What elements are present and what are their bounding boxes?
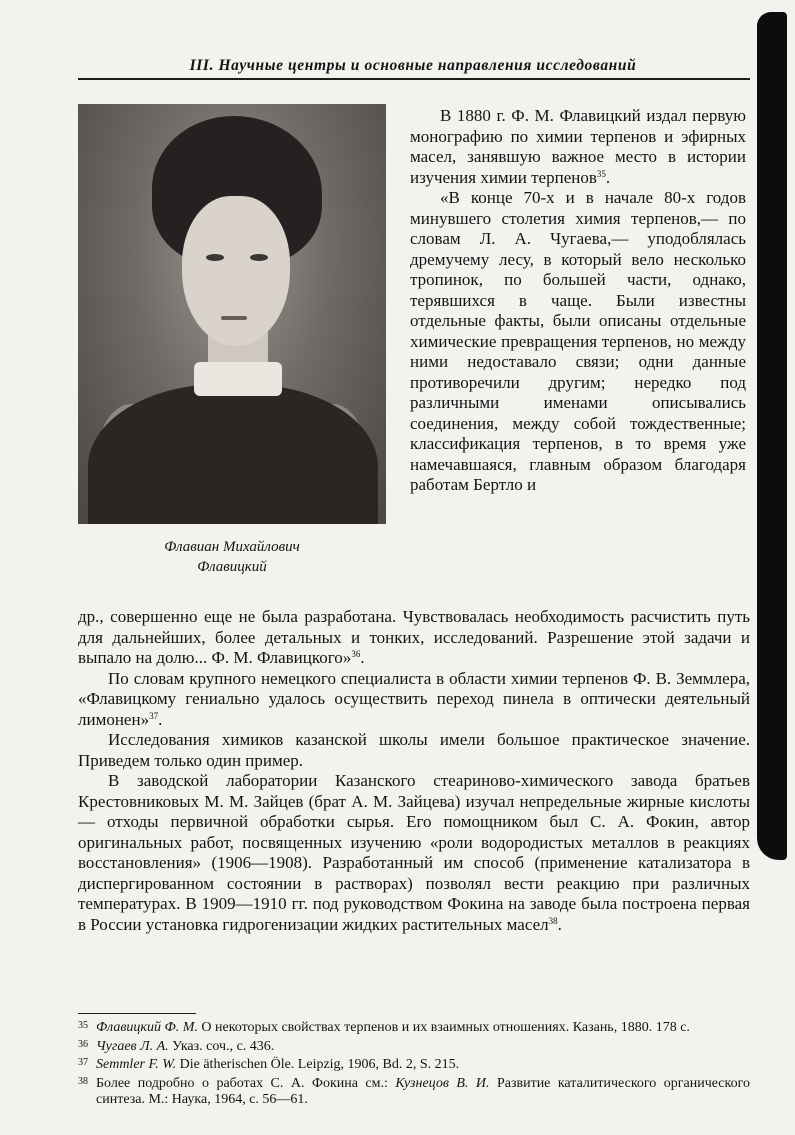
footnote-rule bbox=[78, 1013, 196, 1014]
paragraph-4: Исследования химиков казанской школы имели большое практическое значение. Приведем только один пример. bbox=[78, 730, 750, 770]
footnote-ref-38[interactable]: 38 bbox=[548, 915, 558, 926]
portrait-photo bbox=[78, 104, 386, 524]
right-column-text bbox=[410, 106, 746, 496]
header-rule bbox=[78, 78, 750, 80]
full-width-text bbox=[78, 607, 750, 935]
portrait-eye-right bbox=[250, 254, 268, 261]
paragraph-2: «В конце 70-х и в начале 80-х годов минувшего столетия химия терпенов,— по словам Л. А. Чугаева,— уподоблялась дремучему лесу, в который вело несколько тропинок, по большей части, однако, терявшихся в чаще. Были известны отдельные факты, были описаны отдельные химические превращения терпенов, но между ними недоставало связи; одни данные противоречили другим; нередко под различными именами описывались соединения, между собой тождественные; классификация терпенов, в то время уже намечавшаяся, главным образом благодаря работам Бертло и bbox=[410, 188, 746, 494]
paragraph-2-continued: др., совершенно еще не была разработана. Чувствовалась необходимость расчистить путь для дальнейших, более детальных и тонких, исследований. Разрешение этой задачи и выпало на долю... Ф. М. Флавицкого»$^{36}$. bbox=[78, 607, 750, 667]
running-head: III. Научные центры и основные направления исследований bbox=[189, 57, 637, 74]
caption-surname: Флавицкий bbox=[197, 559, 267, 575]
paragraph-5: В заводской лаборатории Казанского стеариново-химического завода братьев Крестовниковых М. М. Зайцев (брат А. М. Зайцева) изучал непредельные жирные кислоты — отходы первичной обработки сырья. Его помощником был С. А. Фокин, автор оригинальных работ, посвященных изучению «роли водородистых металлов в реакциях восстановления» (1906—1908). Разработанный им способ (применение катализатора в диспергированном состоянии в растворах) позволял вести реакцию при различных температурах. В 1909—1910 гг. под руководством Фокина на заводе была построена первая в России установка гидрогенизации жидких растительных масел$^{38}$. bbox=[78, 771, 750, 934]
footnote-35: 35 Флавицкий Ф. М. О некоторых свойствах терпенов и их взаимных отношениях. Казань, 1880. 178 с. bbox=[78, 1020, 690, 1035]
portrait-face bbox=[182, 196, 290, 346]
footnote-ref-36[interactable]: 36 bbox=[351, 649, 361, 659]
scan-shadow-edge bbox=[757, 12, 787, 860]
portrait-eye-left bbox=[206, 254, 224, 261]
portrait-collar bbox=[194, 362, 282, 396]
footnotes bbox=[78, 1018, 750, 1109]
portrait-body bbox=[88, 384, 378, 524]
footnote-38: 38 Более подробно о работах С. А. Фокина см.: Кузнецов В. И. Развитие каталитического органического синтеза. М.: Наука, 1964, с. 56—61. bbox=[78, 1075, 750, 1107]
paragraph-3: По словам крупного немецкого специалиста в области химии терпенов Ф. В. Земмлера, «Флавицкому гениально удалось осуществить переход пинела в оптически деятельный лимонен»$^{37}$. bbox=[78, 668, 750, 729]
paragraph-1: В 1880 г. Ф. М. Флавицкий издал первую монографию по химии терпенов и эфирных масел, занявшую важное место в истории изучения химии терпенов$^{35}$. bbox=[410, 106, 746, 187]
figure-caption bbox=[78, 537, 386, 577]
portrait-mouth bbox=[221, 316, 247, 320]
footnote-ref-37[interactable]: 37 bbox=[149, 710, 159, 721]
footnote-37: 37 Semmler F. W. Die ätherischen Öle. Leipzig, 1906, Bd. 2, S. 215. bbox=[78, 1057, 460, 1072]
footnote-36: 36 Чугаев Л. А. Указ. соч., с. 436. bbox=[78, 1038, 275, 1054]
footnote-ref-35[interactable]: 35 bbox=[596, 168, 606, 179]
caption-name: Флавиан Михайлович bbox=[164, 539, 300, 555]
